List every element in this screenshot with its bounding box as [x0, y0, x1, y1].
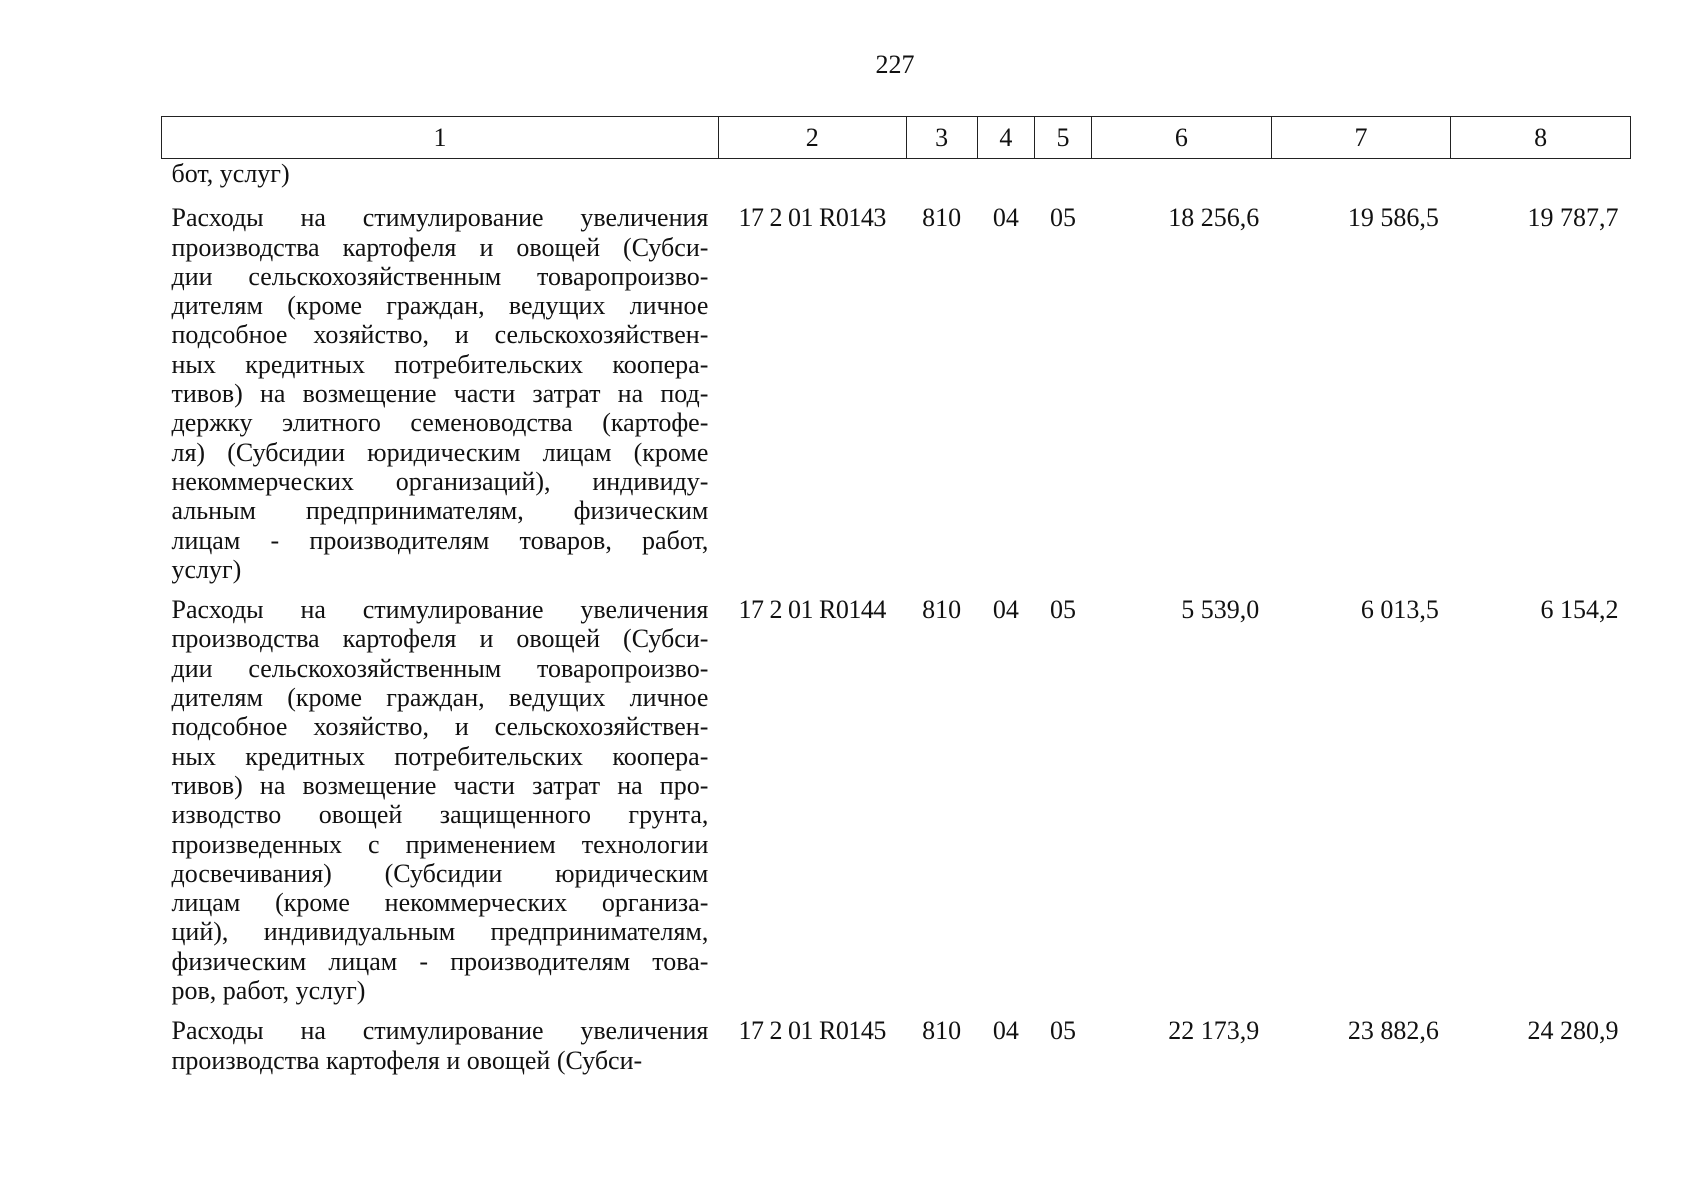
amount-col-8: 24 280,9: [1527, 1016, 1619, 1046]
table-row: [162, 200, 1631, 592]
expense-name-line: Расходы на стимулирование увеличения: [171, 595, 709, 625]
expense-name-line: Расходы на стимулирование увеличения: [171, 203, 709, 233]
expense-name-line: услуг): [171, 554, 242, 584]
column-header-2: 2: [718, 117, 906, 159]
expense-name-line: лицам - производителям товаров, работ,: [171, 525, 709, 555]
column-header-1: 1: [162, 117, 719, 159]
subsection-code: 05: [1050, 1016, 1077, 1046]
expense-name: [162, 592, 719, 1013]
column-header-6: 6: [1092, 117, 1272, 159]
target-code: 17 2 01 R0143: [738, 203, 886, 233]
section-code: 04: [992, 203, 1019, 233]
budget-table: [161, 116, 1631, 1083]
expense-name-line: Расходы на стимулирование увеличения: [171, 1016, 709, 1046]
expense-type-code: 810: [922, 1016, 962, 1046]
expense-name-line: подсобное хозяйство, и сельскохозяйствен-: [171, 320, 709, 350]
expense-name-line: дителям (кроме граждан, ведущих личное: [171, 683, 709, 713]
continuation-row: [162, 159, 1631, 201]
expense-name-line: дии сельскохозяйственным товаропроизво-: [171, 653, 709, 683]
section-code: 04: [992, 1016, 1019, 1046]
expense-name-line: тивов) на возмещение части затрат на под-: [171, 379, 709, 409]
expense-name-line: дителям (кроме граждан, ведущих личное: [171, 291, 709, 321]
amount-col-8: 6 154,2: [1540, 595, 1619, 625]
subsection-code: 05: [1050, 203, 1077, 233]
expense-name-line: физическим лицам - производителям това-: [171, 946, 709, 976]
expense-name-line: ных кредитных потребительских коопера-: [171, 349, 709, 379]
column-header-4: 4: [977, 117, 1034, 159]
expense-name-line: ля) (Субсидии юридическим лицам (кроме: [171, 437, 709, 467]
column-header-5: 5: [1034, 117, 1091, 159]
expense-name-line: альным предпринимателям, физическим: [171, 496, 709, 526]
column-header-8: 8: [1451, 117, 1631, 159]
expense-name-line: ных кредитных потребительских коопера-: [171, 741, 709, 771]
table-row: [162, 592, 1631, 1013]
expense-name-line: производства картофеля и овощей (Субси-: [171, 232, 709, 262]
expense-type-code: 810: [922, 203, 962, 233]
expense-name: [162, 200, 719, 592]
expense-name-line: тивов) на возмещение части затрат на про-: [171, 770, 709, 800]
table-header: [162, 117, 1631, 159]
expense-name-line: ций), индивидуальным предпринимателям,: [171, 917, 709, 947]
expense-name-line: досвечивания) (Субсидии юридическим: [171, 858, 709, 888]
expense-name-line: подсобное хозяйство, и сельскохозяйствен-: [171, 712, 709, 742]
expense-name-line: некоммерческих организаций), индивиду-: [171, 466, 709, 496]
continuation-text: бот, услуг): [171, 159, 290, 188]
table-body: [162, 159, 1631, 1083]
amount-col-7: 6 013,5: [1360, 595, 1439, 625]
expense-name-line: дии сельскохозяйственным товаропроизво-: [171, 261, 709, 291]
expense-name-line: произведенных с применением технологии: [171, 829, 709, 859]
expense-type-code: 810: [922, 595, 962, 625]
target-code: 17 2 01 R0145: [738, 1016, 886, 1046]
page-number: 227: [875, 50, 915, 79]
expense-name-line: производства картофеля и овощей (Субси-: [171, 624, 709, 654]
column-header-3: 3: [906, 117, 977, 159]
amount-col-6: 22 173,9: [1168, 1016, 1260, 1046]
expense-name-line: лицам (кроме некоммерческих организа-: [171, 888, 709, 918]
amount-col-7: 23 882,6: [1347, 1016, 1439, 1046]
expense-name-line: ров, работ, услуг): [171, 976, 366, 1006]
subsection-code: 05: [1050, 595, 1077, 625]
column-header-7: 7: [1271, 117, 1451, 159]
expense-name-line: держку элитного семеноводства (картофе-: [171, 408, 709, 438]
amount-col-6: 5 539,0: [1181, 595, 1260, 625]
expense-name-line: изводство овощей защищенного грунта,: [171, 800, 709, 830]
amount-col-6: 18 256,6: [1168, 203, 1260, 233]
table-row: [162, 1013, 1631, 1083]
amount-col-7: 19 586,5: [1347, 203, 1439, 233]
target-code: 17 2 01 R0144: [738, 595, 886, 625]
expense-name: [162, 1013, 719, 1083]
amount-col-8: 19 787,7: [1527, 203, 1619, 233]
section-code: 04: [992, 595, 1019, 625]
header-row: [162, 117, 1631, 159]
expense-name-line: производства картофеля и овощей (Субси-: [171, 1045, 643, 1075]
